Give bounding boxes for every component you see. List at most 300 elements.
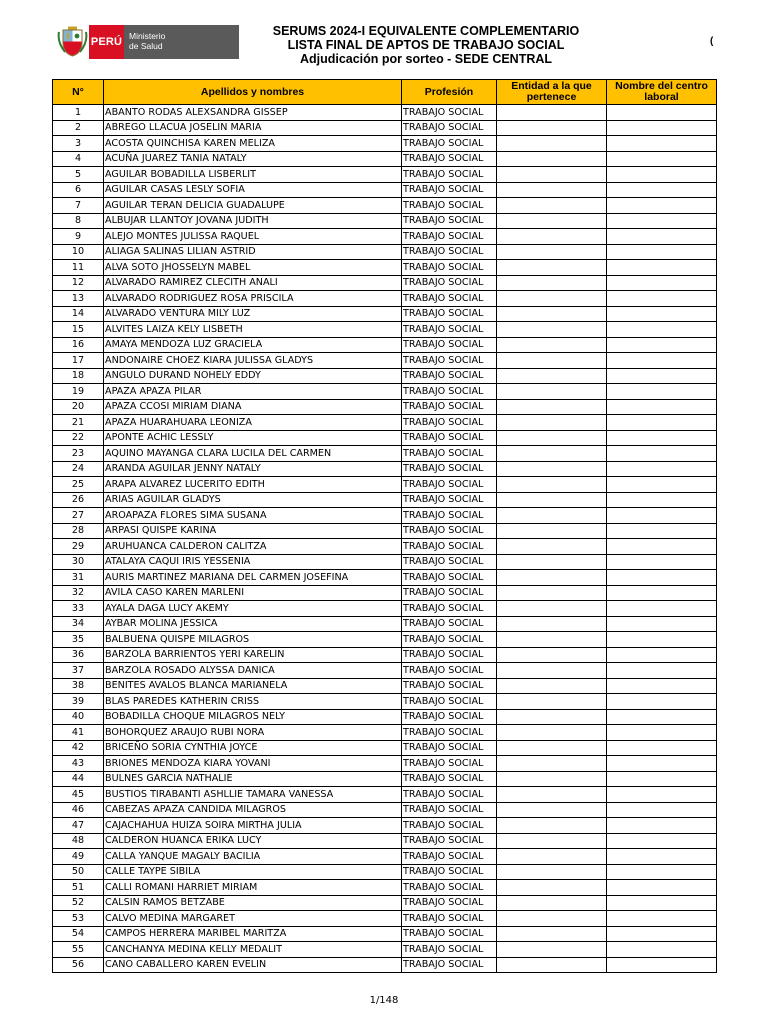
row-profession: TRABAJO SOCIAL xyxy=(402,399,497,415)
row-center xyxy=(607,756,717,772)
row-name: CALLA YANQUE MAGALY BACILIA xyxy=(104,849,402,865)
row-number: 9 xyxy=(53,229,104,245)
corner-mark: ( xyxy=(710,36,714,47)
row-profession: TRABAJO SOCIAL xyxy=(402,616,497,632)
table-row xyxy=(53,539,717,555)
row-entity xyxy=(497,833,607,849)
row-entity xyxy=(497,585,607,601)
row-number: 51 xyxy=(53,880,104,896)
row-name: ARUHUANCA CALDERON CALITZA xyxy=(104,539,402,555)
row-name: CALLE TAYPE SIBILA xyxy=(104,864,402,880)
row-entity xyxy=(497,151,607,167)
row-center xyxy=(607,430,717,446)
row-number: 47 xyxy=(53,818,104,834)
row-number: 26 xyxy=(53,492,104,508)
row-name: ACUÑA JUAREZ TANIA NATALY xyxy=(104,151,402,167)
row-center xyxy=(607,678,717,694)
row-center xyxy=(607,585,717,601)
row-number: 6 xyxy=(53,182,104,198)
row-name: CANO CABALLERO KAREN EVELIN xyxy=(104,957,402,973)
table-row xyxy=(53,740,717,756)
row-profession: TRABAJO SOCIAL xyxy=(402,539,497,555)
row-number: 30 xyxy=(53,554,104,570)
row-profession: TRABAJO SOCIAL xyxy=(402,725,497,741)
table-row xyxy=(53,384,717,400)
table-row xyxy=(53,492,717,508)
row-profession: TRABAJO SOCIAL xyxy=(402,709,497,725)
row-number: 43 xyxy=(53,756,104,772)
row-entity xyxy=(497,539,607,555)
row-number: 28 xyxy=(53,523,104,539)
table-row xyxy=(53,368,717,384)
row-center xyxy=(607,508,717,524)
table-row xyxy=(53,167,717,183)
row-profession: TRABAJO SOCIAL xyxy=(402,647,497,663)
row-name: BLAS PAREDES KATHERIN CRISS xyxy=(104,694,402,710)
row-entity xyxy=(497,570,607,586)
row-entity xyxy=(497,182,607,198)
row-name: CABEZAS APAZA CANDIDA MILAGROS xyxy=(104,802,402,818)
row-profession: TRABAJO SOCIAL xyxy=(402,151,497,167)
table-row xyxy=(53,616,717,632)
row-center xyxy=(607,554,717,570)
row-profession: TRABAJO SOCIAL xyxy=(402,461,497,477)
row-center xyxy=(607,709,717,725)
row-profession: TRABAJO SOCIAL xyxy=(402,833,497,849)
row-entity xyxy=(497,244,607,260)
table-row xyxy=(53,477,717,493)
row-center xyxy=(607,523,717,539)
row-name: AVILA CASO KAREN MARLENI xyxy=(104,585,402,601)
row-name: AGUILAR BOBADILLA LISBERLIT xyxy=(104,167,402,183)
row-center xyxy=(607,477,717,493)
row-center xyxy=(607,105,717,121)
row-name: ALVARADO VENTURA MILY LUZ xyxy=(104,306,402,322)
row-number: 36 xyxy=(53,647,104,663)
table-row xyxy=(53,213,717,229)
row-center xyxy=(607,895,717,911)
row-center xyxy=(607,461,717,477)
table-row xyxy=(53,105,717,121)
row-name: APAZA CCOSI MIRIAM DIANA xyxy=(104,399,402,415)
row-number: 56 xyxy=(53,957,104,973)
table-row xyxy=(53,430,717,446)
row-name: AMAYA MENDOZA LUZ GRACIELA xyxy=(104,337,402,353)
row-number: 55 xyxy=(53,942,104,958)
row-number: 37 xyxy=(53,663,104,679)
row-number: 46 xyxy=(53,802,104,818)
row-profession: TRABAJO SOCIAL xyxy=(402,849,497,865)
table-row xyxy=(53,523,717,539)
table-row xyxy=(53,291,717,307)
table-row xyxy=(53,849,717,865)
table-row xyxy=(53,275,717,291)
row-entity xyxy=(497,678,607,694)
row-center xyxy=(607,942,717,958)
row-center xyxy=(607,647,717,663)
row-number: 8 xyxy=(53,213,104,229)
row-entity xyxy=(497,942,607,958)
row-center xyxy=(607,694,717,710)
row-profession: TRABAJO SOCIAL xyxy=(402,880,497,896)
row-number: 14 xyxy=(53,306,104,322)
row-number: 3 xyxy=(53,136,104,152)
row-number: 50 xyxy=(53,864,104,880)
row-center xyxy=(607,275,717,291)
row-center xyxy=(607,151,717,167)
row-entity xyxy=(497,756,607,772)
row-center xyxy=(607,198,717,214)
row-profession: TRABAJO SOCIAL xyxy=(402,368,497,384)
row-center xyxy=(607,353,717,369)
table-row xyxy=(53,353,717,369)
row-number: 12 xyxy=(53,275,104,291)
row-name: CALDERON HUANCA ERIKA LUCY xyxy=(104,833,402,849)
table-row xyxy=(53,229,717,245)
row-name: ALVITES LAIZA KELY LISBETH xyxy=(104,322,402,338)
row-name: CANCHANYA MEDINA KELLY MEDALIT xyxy=(104,942,402,958)
row-center xyxy=(607,740,717,756)
table-row xyxy=(53,926,717,942)
page-number: 1/148 xyxy=(369,995,399,1006)
table-row xyxy=(53,585,717,601)
row-name: BOHORQUEZ ARAUJO RUBI NORA xyxy=(104,725,402,741)
row-entity xyxy=(497,415,607,431)
table-row xyxy=(53,787,717,803)
row-number: 19 xyxy=(53,384,104,400)
row-profession: TRABAJO SOCIAL xyxy=(402,306,497,322)
row-number: 11 xyxy=(53,260,104,276)
table-row xyxy=(53,182,717,198)
row-profession: TRABAJO SOCIAL xyxy=(402,601,497,617)
row-center xyxy=(607,492,717,508)
row-center xyxy=(607,818,717,834)
row-profession: TRABAJO SOCIAL xyxy=(402,787,497,803)
row-number: 20 xyxy=(53,399,104,415)
row-number: 21 xyxy=(53,415,104,431)
row-entity xyxy=(497,849,607,865)
row-center xyxy=(607,771,717,787)
peru-brand-label: PERÚ xyxy=(89,25,124,59)
table-row xyxy=(53,647,717,663)
row-entity xyxy=(497,740,607,756)
row-profession: TRABAJO SOCIAL xyxy=(402,430,497,446)
row-name: CAJACHAHUA HUIZA SOIRA MIRTHA JULIA xyxy=(104,818,402,834)
row-profession: TRABAJO SOCIAL xyxy=(402,585,497,601)
row-number: 34 xyxy=(53,616,104,632)
row-name: ARPASI QUISPE KARINA xyxy=(104,523,402,539)
row-name: AGUILAR TERAN DELICIA GUADALUPE xyxy=(104,198,402,214)
table-row xyxy=(53,663,717,679)
row-entity xyxy=(497,492,607,508)
table-row xyxy=(53,337,717,353)
row-name: ALVA SOTO JHOSSELYN MABEL xyxy=(104,260,402,276)
row-entity xyxy=(497,337,607,353)
table-row xyxy=(53,802,717,818)
row-number: 38 xyxy=(53,678,104,694)
row-center xyxy=(607,802,717,818)
row-name: ALBUJAR LLANTOY JOVANA JUDITH xyxy=(104,213,402,229)
row-profession: TRABAJO SOCIAL xyxy=(402,477,497,493)
table-row xyxy=(53,833,717,849)
row-center xyxy=(607,446,717,462)
row-center xyxy=(607,182,717,198)
row-center xyxy=(607,229,717,245)
row-name: AYBAR MOLINA JESSICA xyxy=(104,616,402,632)
row-profession: TRABAJO SOCIAL xyxy=(402,353,497,369)
row-profession: TRABAJO SOCIAL xyxy=(402,244,497,260)
table-row xyxy=(53,198,717,214)
row-entity xyxy=(497,880,607,896)
row-number: 31 xyxy=(53,570,104,586)
table-row xyxy=(53,415,717,431)
row-name: BUSTIOS TIRABANTI ASHLLIE TAMARA VANESSA xyxy=(104,787,402,803)
row-profession: TRABAJO SOCIAL xyxy=(402,229,497,245)
row-entity xyxy=(497,461,607,477)
row-number: 53 xyxy=(53,911,104,927)
row-name: BRICEÑO SORIA CYNTHIA JOYCE xyxy=(104,740,402,756)
row-profession: TRABAJO SOCIAL xyxy=(402,957,497,973)
row-name: ARIAS AGUILAR GLADYS xyxy=(104,492,402,508)
minsa-logo xyxy=(56,25,239,59)
table-row xyxy=(53,911,717,927)
row-entity xyxy=(497,430,607,446)
row-number: 1 xyxy=(53,105,104,121)
table-row xyxy=(53,306,717,322)
row-profession: TRABAJO SOCIAL xyxy=(402,911,497,927)
document-title xyxy=(263,24,589,66)
table-row xyxy=(53,632,717,648)
row-center xyxy=(607,570,717,586)
row-center xyxy=(607,864,717,880)
table-row xyxy=(53,725,717,741)
row-entity xyxy=(497,213,607,229)
row-center xyxy=(607,632,717,648)
row-name: ATALAYA CAQUI IRIS YESSENIA xyxy=(104,554,402,570)
row-center xyxy=(607,880,717,896)
row-number: 18 xyxy=(53,368,104,384)
row-center xyxy=(607,399,717,415)
row-number: 4 xyxy=(53,151,104,167)
document-header xyxy=(0,0,768,78)
row-name: AURIS MARTINEZ MARIANA DEL CARMEN JOSEFINA xyxy=(104,570,402,586)
row-number: 25 xyxy=(53,477,104,493)
row-center xyxy=(607,167,717,183)
row-name: BALBUENA QUISPE MILAGROS xyxy=(104,632,402,648)
row-profession: TRABAJO SOCIAL xyxy=(402,105,497,121)
row-center xyxy=(607,833,717,849)
table-row xyxy=(53,136,717,152)
row-name: AQUINO MAYANGA CLARA LUCILA DEL CARMEN xyxy=(104,446,402,462)
row-profession: TRABAJO SOCIAL xyxy=(402,275,497,291)
ministry-label-line1: Ministerio xyxy=(129,31,166,41)
row-profession: TRABAJO SOCIAL xyxy=(402,337,497,353)
row-profession: TRABAJO SOCIAL xyxy=(402,198,497,214)
row-entity xyxy=(497,368,607,384)
table-row xyxy=(53,864,717,880)
row-entity xyxy=(497,275,607,291)
row-number: 54 xyxy=(53,926,104,942)
row-number: 42 xyxy=(53,740,104,756)
row-number: 32 xyxy=(53,585,104,601)
row-name: BULNES GARCIA NATHALIE xyxy=(104,771,402,787)
table-row xyxy=(53,151,717,167)
table-row xyxy=(53,895,717,911)
row-entity xyxy=(497,957,607,973)
table-row xyxy=(53,601,717,617)
row-profession: TRABAJO SOCIAL xyxy=(402,570,497,586)
row-center xyxy=(607,616,717,632)
row-number: 40 xyxy=(53,709,104,725)
row-number: 45 xyxy=(53,787,104,803)
row-name: ANGULO DURAND NOHELY EDDY xyxy=(104,368,402,384)
table-row xyxy=(53,554,717,570)
row-name: BRIONES MENDOZA KIARA YOVANI xyxy=(104,756,402,772)
row-entity xyxy=(497,911,607,927)
row-name: AYALA DAGA LUCY AKEMY xyxy=(104,601,402,617)
row-entity xyxy=(497,105,607,121)
row-entity xyxy=(497,818,607,834)
row-number: 41 xyxy=(53,725,104,741)
row-number: 16 xyxy=(53,337,104,353)
row-center xyxy=(607,384,717,400)
row-number: 7 xyxy=(53,198,104,214)
row-profession: TRABAJO SOCIAL xyxy=(402,523,497,539)
table-row xyxy=(53,694,717,710)
row-profession: TRABAJO SOCIAL xyxy=(402,213,497,229)
title-line-2: LISTA FINAL DE APTOS DE TRABAJO SOCIAL xyxy=(287,38,565,52)
row-profession: TRABAJO SOCIAL xyxy=(402,182,497,198)
row-number: 22 xyxy=(53,430,104,446)
row-profession: TRABAJO SOCIAL xyxy=(402,446,497,462)
title-line-1: SERUMS 2024-I EQUIVALENTE COMPLEMENTARIO xyxy=(272,24,580,38)
column-header-number: N° xyxy=(53,80,104,105)
row-name: CAMPOS HERRERA MARIBEL MARITZA xyxy=(104,926,402,942)
row-center xyxy=(607,368,717,384)
row-profession: TRABAJO SOCIAL xyxy=(402,864,497,880)
row-entity xyxy=(497,523,607,539)
row-number: 49 xyxy=(53,849,104,865)
row-profession: TRABAJO SOCIAL xyxy=(402,492,497,508)
row-number: 35 xyxy=(53,632,104,648)
table-row xyxy=(53,678,717,694)
table-row xyxy=(53,399,717,415)
row-center xyxy=(607,213,717,229)
row-center xyxy=(607,306,717,322)
row-entity xyxy=(497,616,607,632)
table-row xyxy=(53,756,717,772)
row-number: 15 xyxy=(53,322,104,338)
row-name: CALVO MEDINA MARGARET xyxy=(104,911,402,927)
row-center xyxy=(607,663,717,679)
row-profession: TRABAJO SOCIAL xyxy=(402,678,497,694)
row-name: AGUILAR CASAS LESLY SOFIA xyxy=(104,182,402,198)
title-line-3: Adjudicación por sorteo - SEDE CENTRAL xyxy=(299,52,553,66)
row-name: BARZOLA ROSADO ALYSSA DANICA xyxy=(104,663,402,679)
row-entity xyxy=(497,260,607,276)
row-entity xyxy=(497,291,607,307)
table-body xyxy=(53,105,717,973)
column-header-center: Nombre del centro laboral xyxy=(607,80,717,105)
row-profession: TRABAJO SOCIAL xyxy=(402,120,497,136)
row-name: ALVARADO RODRIGUEZ ROSA PRISCILA xyxy=(104,291,402,307)
row-name: ACOSTA QUINCHISA KAREN MELIZA xyxy=(104,136,402,152)
row-entity xyxy=(497,725,607,741)
peru-coat-of-arms-icon xyxy=(56,25,89,59)
row-entity xyxy=(497,399,607,415)
row-entity xyxy=(497,198,607,214)
row-center xyxy=(607,322,717,338)
row-center xyxy=(607,120,717,136)
row-profession: TRABAJO SOCIAL xyxy=(402,322,497,338)
row-profession: TRABAJO SOCIAL xyxy=(402,740,497,756)
row-entity xyxy=(497,384,607,400)
row-center xyxy=(607,957,717,973)
row-profession: TRABAJO SOCIAL xyxy=(402,508,497,524)
row-number: 48 xyxy=(53,833,104,849)
row-center xyxy=(607,415,717,431)
row-center xyxy=(607,601,717,617)
row-number: 39 xyxy=(53,694,104,710)
row-profession: TRABAJO SOCIAL xyxy=(402,802,497,818)
row-profession: TRABAJO SOCIAL xyxy=(402,694,497,710)
row-center xyxy=(607,244,717,260)
row-entity xyxy=(497,136,607,152)
row-center xyxy=(607,539,717,555)
row-profession: TRABAJO SOCIAL xyxy=(402,942,497,958)
row-profession: TRABAJO SOCIAL xyxy=(402,136,497,152)
row-center xyxy=(607,291,717,307)
table-row xyxy=(53,446,717,462)
row-entity xyxy=(497,647,607,663)
row-center xyxy=(607,911,717,927)
row-name: APONTE ACHIC LESSLY xyxy=(104,430,402,446)
row-entity xyxy=(497,895,607,911)
row-entity xyxy=(497,787,607,803)
table-row xyxy=(53,957,717,973)
row-name: ARAPA ALVAREZ LUCERITO EDITH xyxy=(104,477,402,493)
row-entity xyxy=(497,306,607,322)
row-name: APAZA HUARAHUARA LEONIZA xyxy=(104,415,402,431)
row-profession: TRABAJO SOCIAL xyxy=(402,554,497,570)
row-profession: TRABAJO SOCIAL xyxy=(402,384,497,400)
table-row xyxy=(53,322,717,338)
row-number: 29 xyxy=(53,539,104,555)
row-name: APAZA APAZA PILAR xyxy=(104,384,402,400)
row-profession: TRABAJO SOCIAL xyxy=(402,415,497,431)
row-number: 13 xyxy=(53,291,104,307)
row-center xyxy=(607,787,717,803)
row-center xyxy=(607,725,717,741)
row-entity xyxy=(497,709,607,725)
ministry-label xyxy=(124,25,239,59)
row-entity xyxy=(497,508,607,524)
row-profession: TRABAJO SOCIAL xyxy=(402,771,497,787)
row-profession: TRABAJO SOCIAL xyxy=(402,926,497,942)
row-entity xyxy=(497,353,607,369)
table-row xyxy=(53,818,717,834)
row-name: ALEJO MONTES JULISSA RAQUEL xyxy=(104,229,402,245)
row-name: ARANDA AGUILAR JENNY NATALY xyxy=(104,461,402,477)
column-header-profession: Profesión xyxy=(402,80,497,105)
table-row xyxy=(53,942,717,958)
row-name: ABANTO RODAS ALEXSANDRA GISSEP xyxy=(104,105,402,121)
row-profession: TRABAJO SOCIAL xyxy=(402,291,497,307)
row-number: 33 xyxy=(53,601,104,617)
row-entity xyxy=(497,802,607,818)
table-row xyxy=(53,709,717,725)
row-entity xyxy=(497,663,607,679)
